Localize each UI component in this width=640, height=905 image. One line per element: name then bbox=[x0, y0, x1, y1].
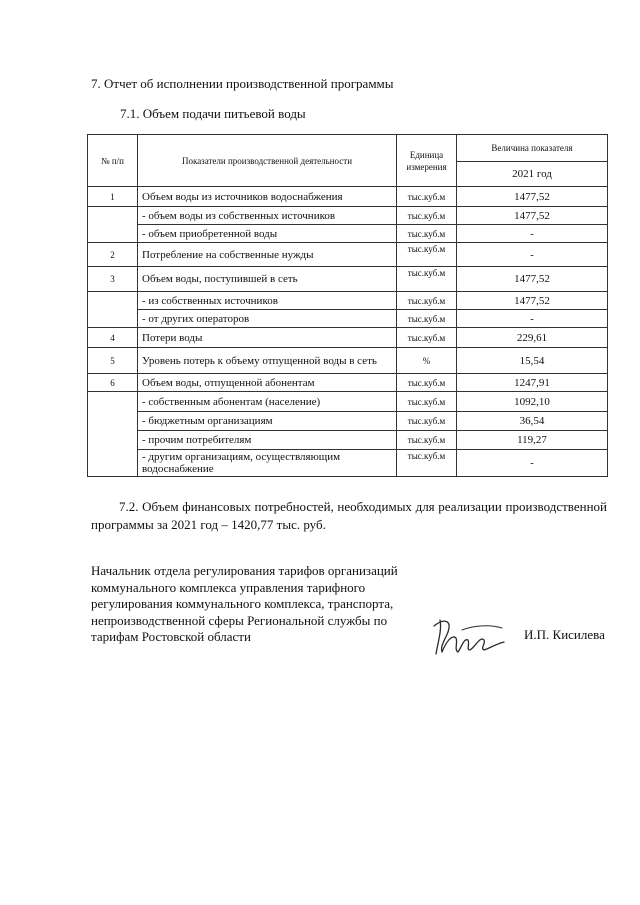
row-value: 1092,10 bbox=[457, 392, 608, 412]
table-row bbox=[88, 187, 608, 207]
header-unit: Единица измерения bbox=[397, 135, 457, 187]
row-unit: тыс.куб.м bbox=[397, 310, 457, 328]
row-unit: тыс.куб.м bbox=[397, 328, 457, 348]
table-row bbox=[88, 392, 608, 412]
row-unit: тыс.куб.м bbox=[397, 243, 457, 267]
row-indicator: - собственным абонентам (население) bbox=[138, 392, 397, 412]
row-unit: тыс.куб.м bbox=[397, 374, 457, 392]
row-value: 36,54 bbox=[457, 412, 608, 431]
row-indicator: - из собственных источников bbox=[138, 292, 397, 310]
table-row bbox=[88, 348, 608, 374]
row-indicator: Объем воды из источников водоснабжения bbox=[138, 187, 397, 207]
header-indicator: Показатели производственной деятельности bbox=[138, 135, 397, 187]
row-unit: тыс.куб.м bbox=[397, 412, 457, 431]
financial-needs-paragraph: 7.2. Объем финансовых потребностей, необходимых для реализации производственной программы за 2021 год – 1420,77 тыс. руб. bbox=[91, 499, 607, 532]
row-num: 5 bbox=[88, 348, 138, 374]
table-row bbox=[88, 207, 608, 225]
table-row bbox=[88, 450, 608, 477]
row-indicator: - прочим потребителям bbox=[138, 431, 397, 450]
row-unit: тыс.куб.м bbox=[397, 225, 457, 243]
row-num: 3 bbox=[88, 267, 138, 292]
row-indicator: - объем воды из собственных источников bbox=[138, 207, 397, 225]
table-row bbox=[88, 267, 608, 292]
table-row bbox=[88, 243, 608, 267]
row-indicator: Потери воды bbox=[138, 328, 397, 348]
signer-name: И.П. Кисилева bbox=[524, 627, 605, 642]
row-num: 6 bbox=[88, 374, 138, 392]
table-row bbox=[88, 431, 608, 450]
row-value: - bbox=[457, 243, 608, 267]
header-num: № п/п bbox=[88, 135, 138, 187]
row-num: 1 bbox=[88, 187, 138, 207]
row-num bbox=[88, 207, 138, 243]
signer-title: Начальник отдела регулирования тарифов организаций коммунального комплекса управления тарифного регулирования коммунального комплекса, транспорта, непроизводственной сферы Региональной службы по тарифам Ростовской области bbox=[91, 563, 398, 644]
row-value: 1247,91 bbox=[457, 374, 608, 392]
header-value: Величина показателя bbox=[457, 135, 608, 162]
row-unit: тыс.куб.м bbox=[397, 431, 457, 450]
section-heading: 7. Отчет об исполнении производственной программы bbox=[91, 76, 394, 91]
row-indicator: - другим организациям, осуществляющим водоснабжение bbox=[138, 450, 397, 477]
row-indicator: - объем приобретенной воды bbox=[138, 225, 397, 243]
subsection-heading: 7.1. Объем подачи питьевой воды bbox=[120, 106, 306, 121]
table-row bbox=[88, 225, 608, 243]
table-row bbox=[88, 292, 608, 310]
row-indicator: Потребление на собственные нужды bbox=[138, 243, 397, 267]
row-value: 1477,52 bbox=[457, 292, 608, 310]
row-indicator: - бюджетным организациям bbox=[138, 412, 397, 431]
row-unit: тыс.куб.м bbox=[397, 450, 457, 477]
row-unit: % bbox=[397, 348, 457, 374]
row-value: 1477,52 bbox=[457, 187, 608, 207]
table-row bbox=[88, 412, 608, 431]
row-unit: тыс.куб.м bbox=[397, 292, 457, 310]
row-indicator: - от других операторов bbox=[138, 310, 397, 328]
table-row bbox=[88, 374, 608, 392]
row-unit: тыс.куб.м bbox=[397, 392, 457, 412]
row-value: 1477,52 bbox=[457, 207, 608, 225]
row-value: 119,27 bbox=[457, 431, 608, 450]
row-unit: тыс.куб.м bbox=[397, 267, 457, 292]
handwritten-signature bbox=[432, 612, 510, 660]
row-num: 4 bbox=[88, 328, 138, 348]
row-unit: тыс.куб.м bbox=[397, 207, 457, 225]
water-supply-table bbox=[87, 134, 608, 477]
row-num bbox=[88, 292, 138, 328]
row-value: 229,61 bbox=[457, 328, 608, 348]
row-value: 1477,52 bbox=[457, 267, 608, 292]
row-value: - bbox=[457, 310, 608, 328]
row-indicator: Объем воды, поступившей в сеть bbox=[138, 267, 397, 292]
table-row bbox=[88, 328, 608, 348]
row-value: - bbox=[457, 225, 608, 243]
row-value: 15,54 bbox=[457, 348, 608, 374]
row-indicator: Объем воды, отпущенной абонентам bbox=[138, 374, 397, 392]
row-unit: тыс.куб.м bbox=[397, 187, 457, 207]
row-num: 2 bbox=[88, 243, 138, 267]
row-value: - bbox=[457, 450, 608, 477]
header-year: 2021 год bbox=[457, 162, 608, 187]
row-indicator: Уровень потерь к объему отпущенной воды в сеть bbox=[138, 348, 397, 374]
row-num bbox=[88, 392, 138, 477]
table-row bbox=[88, 310, 608, 328]
